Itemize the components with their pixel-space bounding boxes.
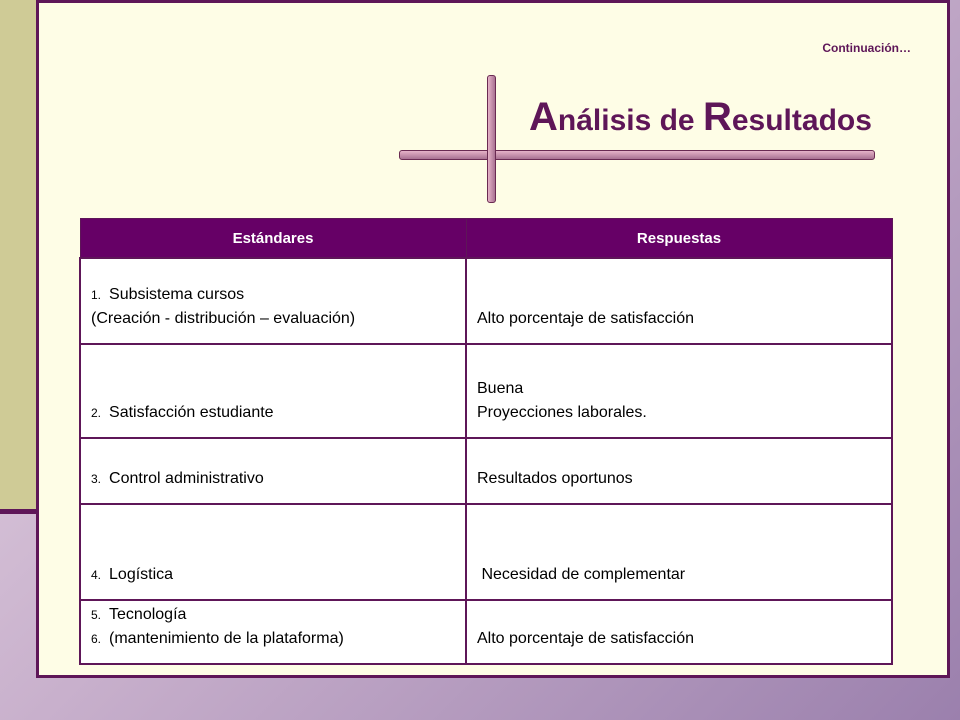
standard-line (91, 627, 455, 651)
standard-line (91, 563, 455, 587)
response-cell (466, 600, 892, 664)
slide (36, 0, 950, 678)
standard-cell (80, 504, 466, 600)
continuation-label: Continuación… (822, 41, 911, 55)
standard-line (91, 603, 455, 627)
title-part-1: nálisis de (557, 104, 703, 137)
title-initial-a: A (529, 95, 558, 139)
standard-text: Satisfacción estudiante (109, 404, 274, 421)
standard-text: Logística (109, 566, 174, 583)
standard-text: Control administrativo (109, 470, 264, 487)
standard-line (91, 467, 455, 491)
standard-text: Tecnología (109, 606, 187, 623)
item-number: 3. (91, 472, 102, 486)
standard-text: (mantenimiento de la plataforma) (109, 630, 344, 647)
table-row (80, 438, 892, 504)
title-part-2: esultados (731, 104, 872, 137)
item-number: 2. (91, 406, 102, 420)
response-text: Alto porcentaje de satisfacción (477, 630, 695, 647)
response-text: Alto porcentaje de satisfacción (477, 310, 695, 327)
results-table (79, 218, 893, 665)
column-header-responses: Respuestas (466, 219, 892, 259)
item-number: 5. (91, 608, 102, 622)
standard-cell (80, 258, 466, 344)
title-vertical-bar (487, 75, 496, 203)
response-text: Buena (477, 380, 524, 397)
standard-cell (80, 344, 466, 438)
response-cell (466, 258, 892, 344)
item-number: 4. (91, 568, 102, 582)
item-number: 1. (91, 288, 102, 302)
standard-text: (Creación - distribución – evaluación) (91, 310, 356, 327)
response-text: Resultados oportunos (477, 470, 633, 487)
standard-line (91, 283, 455, 307)
response-cell (466, 504, 892, 600)
response-text: Proyecciones laborales. (477, 404, 647, 421)
response-text: Necesidad de complementar (477, 566, 686, 583)
left-decor-line (0, 509, 40, 514)
standard-cell (80, 600, 466, 664)
slide-title (529, 95, 872, 140)
response-cell (466, 344, 892, 438)
table-row (80, 344, 892, 438)
title-horizontal-bar (399, 150, 875, 160)
title-initial-r: R (702, 95, 732, 139)
standard-cell (80, 438, 466, 504)
left-decor-band (0, 0, 36, 510)
item-number: 6. (91, 632, 102, 646)
standard-text: Subsistema cursos (109, 286, 245, 303)
table-row (80, 258, 892, 344)
table-row (80, 504, 892, 600)
table-row (80, 600, 892, 664)
standard-line (91, 307, 455, 331)
column-header-standards: Estándares (80, 219, 466, 259)
standard-line (91, 401, 455, 425)
table-header-row (80, 219, 892, 259)
response-cell (466, 438, 892, 504)
